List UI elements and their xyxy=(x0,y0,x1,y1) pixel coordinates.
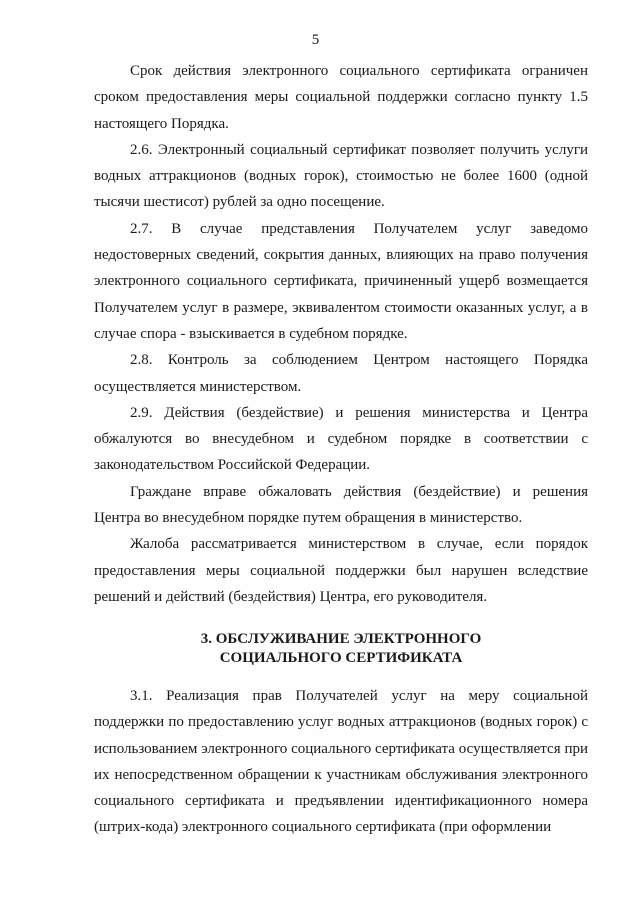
section-heading xyxy=(94,630,588,668)
paragraph-3-1: 3.1. Реализация прав Получателей услуг на меру социальной поддержки по предоставлению услуг водных аттракционов (водных горок) с использованием электронного социального сертификата осуществляется при их непосредственном обращении к участникам обслуживания электронного социального сертификата и предъявлении идентификационного номера (штрих-кода) электронного социального сертификата (при оформлении xyxy=(94,688,588,836)
paragraph-validity: Срок действия электронного социального сертификата ограничен сроком предоставления меры социальной поддержки согласно пункту 1.5 настоящего Порядка. xyxy=(94,63,588,132)
paragraph-2-8: 2.8. Контроль за соблюдением Центром настоящего Порядка осуществляется министерством. xyxy=(94,352,588,395)
paragraph-appeal-rights: Граждане вправе обжаловать действия (бездействие) и решения Центра во внесудебном порядке путем обращения в министерство. xyxy=(94,483,588,527)
section-heading-line1: 3. ОБСЛУЖИВАНИЕ ЭЛЕКТРОННОГО xyxy=(200,631,482,647)
section-heading-line2: СОЦИАЛЬНОГО СЕРТИФИКАТА xyxy=(219,650,463,666)
body-text xyxy=(94,58,588,610)
paragraph-2-9: 2.9. Действия (бездействие) и решения министерства и Центра обжалуются во внесудебном и судебном порядке в соответствии с законодательством Российской Федерации. xyxy=(94,404,588,474)
paragraph-complaint: Жалоба рассматривается министерством в случае, если порядок предоставления меры социальной поддержки был нарушен вследствие решений и действий (бездействия) Центра, его руководителя. xyxy=(94,536,588,605)
section-body-text xyxy=(94,683,588,841)
page-number: 5 xyxy=(311,32,320,48)
paragraph-2-7: 2.7. В случае представления Получателем услуг заведомо недостоверных сведений, сокрытия данных, влияющих на право получения электронного социального сертификата, причиненный ущерб возмещается Получателем услуг в размере, эквивалентом стоимости оказанных услуг, а в случае спора - взыскивается в судебном порядке. xyxy=(94,220,588,342)
paragraph-2-6: 2.6. Электронный социальный сертификат позволяет получить услуги водных аттракционов (водных горок), стоимостью не более 1600 (одной тысячи шестисот) рублей за одно посещение. xyxy=(94,141,588,211)
